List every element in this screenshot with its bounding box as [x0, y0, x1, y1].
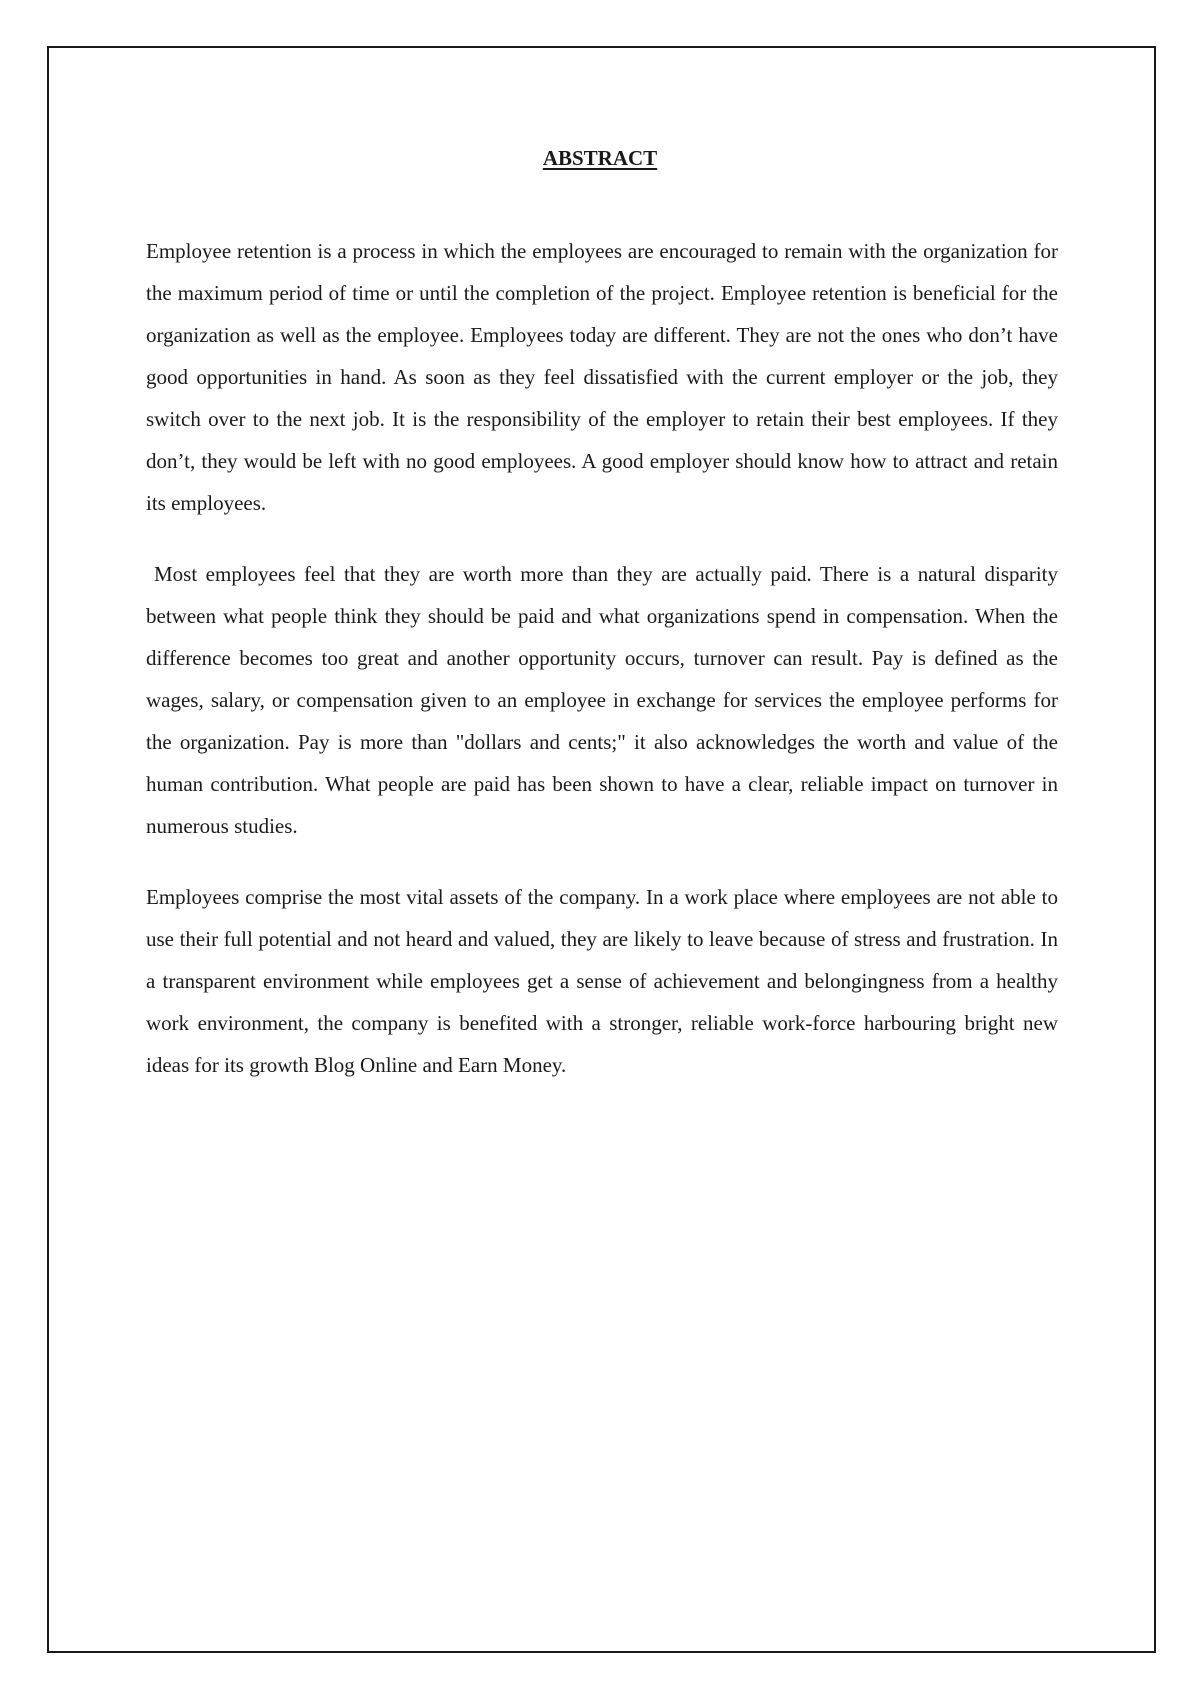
abstract-paragraph-1: Employee retention is a process in which the employees are encouraged to remain with the organization for the maximum period of time or until the completion of the project. Employee retention is beneficial for the organization as well as the employee. Employees today are different. They are not the ones who don’t have good opportunities in hand. As soon as they feel dissatisfied with the current employer or the job, they switch over to the next job. It is the responsibility of the employer to retain their best employees. If they don’t, they would be left with no good employees. A good employer should know how to attract and retain its employees.	[146, 239, 1058, 515]
abstract-paragraph-3: Employees comprise the most vital assets of the company. In a work place where employees are not able to use their full potential and not heard and valued, they are likely to leave because of stress and frustration. In a transparent environment while employees get a sense of achievement and belongingness from a healthy work environment, the company is benefited with a stronger, reliable work-force harbouring bright new ideas for its growth Blog Online and Earn Money.	[146, 885, 1058, 1077]
page-title: ABSTRACT	[542, 146, 658, 170]
abstract-body	[146, 230, 1058, 1115]
abstract-paragraph-2: Most employees feel that they are worth more than they are actually paid. There is a natural disparity between what people think they should be paid and what organizations spend in compensation. When the difference becomes too great and another opportunity occurs, turnover can result. Pay is defined as the wages, salary, or compensation given to an employee in exchange for services the employee performs for the organization. Pay is more than "dollars and cents;" it also acknowledges the worth and value of the human contribution. What people are paid has been shown to have a clear, reliable impact on turnover in numerous studies.	[146, 562, 1058, 838]
